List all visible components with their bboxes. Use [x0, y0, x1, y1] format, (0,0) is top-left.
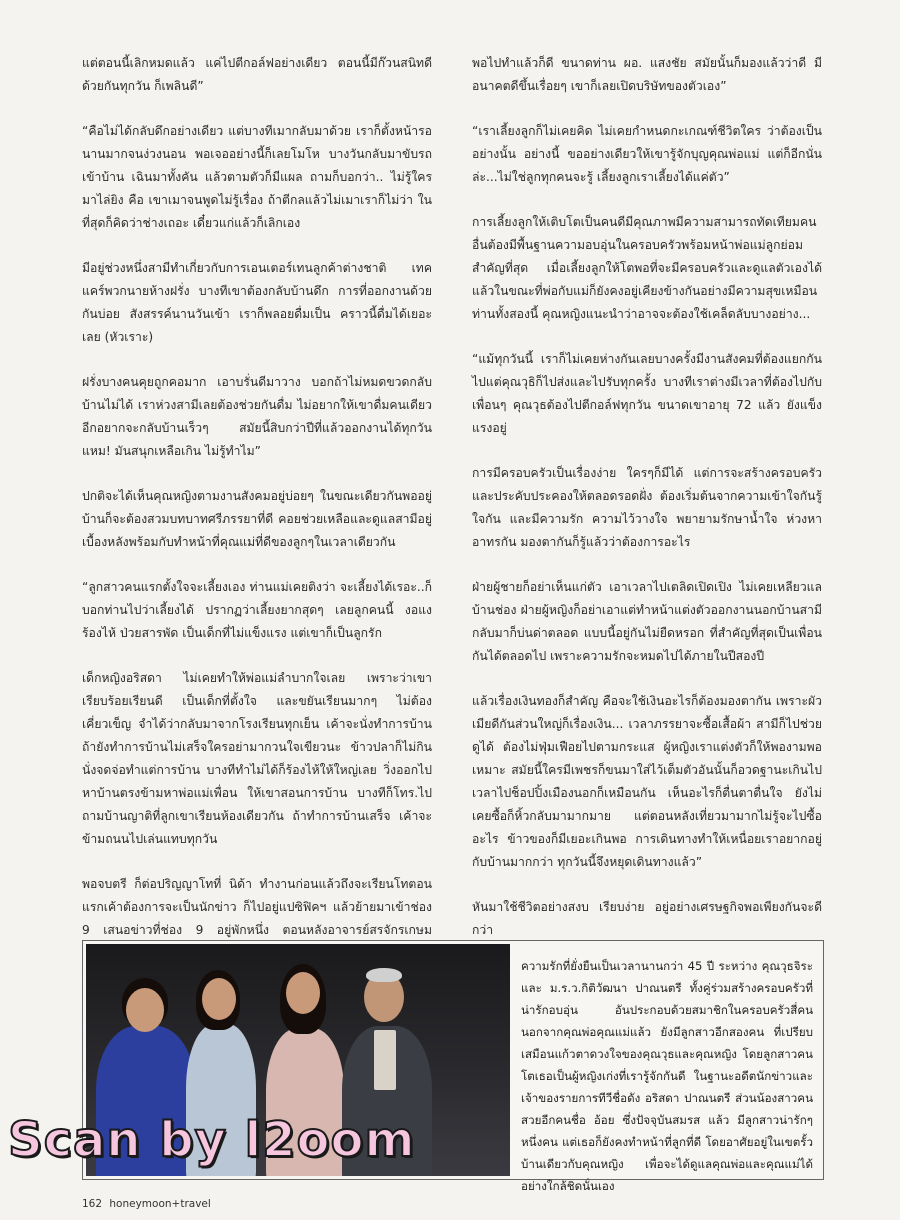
magazine-name: honeymoon+travel — [109, 1198, 211, 1210]
paragraph: ปกติจะได้เห็นคุณหญิงตามงานสังคมอยู่บ่อยๆ ในขณะเดียวกันพออยู่บ้านก็จะต้องสวมบทบาทศรีภรรยาที่ดี คอยช่วยเหลือและดูแลสามีอยู่เบื้องหลังพร้อมกับทำหน้าที่คุณแม่ที่ดีของลูกๆในเวลาเดียวกัน — [82, 489, 432, 549]
left-column — [82, 52, 432, 987]
right-column — [472, 52, 822, 964]
paragraph: พอจบตรี ก็ต่อปริญญาโทที่ นิด้า ทำงานก่อนแล้วถึงจะเรียนโทตอนแรกเค้าต้องการจะเป็นนักข่าว ก็ไปอยู่แปซิฟิคฯ แล้วย้ายมาเข้าช่อง 9 เสนอข่าวที่ช่อง 9 อยู่พักหนึ่ง ตอนหลังอาจารย์สรจักรเกษม — [82, 877, 432, 937]
paragraph: หันมาใช้ชีวิตอย่างสงบ เรียบง่าย อยู่อย่างเศรษฐกิจพอเพียงกันจะดีกว่า — [472, 900, 822, 937]
scan-watermark: Scan by l2oom — [8, 1112, 416, 1168]
paragraph: การเลี้ยงลูกให้เติบโตเป็นคนดีมีคุณภาพมีความสามารถทัดเทียมคนอื่นต้องมีพื้นฐานความอบอุ่นในครอบครัวพร้อมหน้าพ่อแม่ลูกย่อมสำคัญที่สุด เมื่อเลี้ยงลูกให้โตพอที่จะมีครอบครัวและดูแลตัวเองได้แล้วในขณะที่พ่อกับแม่ก็ยังคงอยู่เคียงข้างกันอย่างมีความสุขเหมือนท่านทั้งสองนี้ คุณหญิงแนะนำว่าอาจจะต้องใช้เคล็ดลับบางอย่าง... — [472, 215, 822, 321]
page-footer — [82, 1198, 211, 1210]
paragraph: “เราเลี้ยงลูกก็ไม่เคยคิด ไม่เคยกำหนดกะเกณฑ์ชีวิตใคร ว่าต้องเป็นอย่างนั้น อย่างนี้ ขออย่างเดียวให้เขารู้จักบุญคุณพ่อแม่ แต่ก็อีกนั่นล่ะ...ไม่ใช่ลูกทุกคนจะรู้ เลี้ยงลูกเราเลี้ยงได้แค่ตัว” — [472, 124, 822, 184]
paragraph: แต่ตอนนี้เลิกหมดแล้ว แค่ไปตีกอล์ฟอย่างเดียว ตอนนี้มีก๊วนสนิทดีด้วยกันทุกวัน ก็เพลินดี” — [82, 56, 432, 93]
person-hair — [366, 968, 402, 982]
paragraph: แล้วเรื่องเงินทองก็สำคัญ คือจะใช้เงินอะไรก็ต้องมองตากัน เพราะผัวเมียดีกันส่วนใหญ่ก็เรื่องเงิน... เวลาภรรยาจะซื้อเสื้อผ้า สามีก็ไปช่วยดูได้ ต้องไม่ฟุ่มเฟือยไปตามกระแส ผู้หญิงเราแต่งตัวก็ให้พองามพอเหมาะ สมัยนี้ใครมีเพชรก็ขนมาใส่ไว้เต็มตัวอันนั้นก็อวดฐานะเกินไป เวลาไปช็อปปิ้งเมืองนอกก็เหมือนกัน เห็นอะไรก็ตื่นตาตื่นใจ ยังไม่เคยซื้อก็หิ้วกลับมามากมาย แต่ตอนหลังเที่ยวมามากไม่รู้จะไปซื้ออะไร ข้าวของก็มีเยอะเกินพอ การเดินทางทำให้เหนื่อยเราอยากอยู่กับบ้านมากกว่า ทุกวันนี้จึงหยุดเดินทางแล้ว” — [472, 694, 822, 869]
paragraph: “แม้ทุกวันนี้ เราก็ไม่เคยห่างกันเลยบางครั้งมีงานสังคมที่ต้องแยกกันไปแต่คุณวุธิก็ไปส่งและไปรับทุกครั้ง บางทีเราต่างมีเวลาที่ต้องไปกับเพื่อนๆ คุณวุธต้องไปตีกอล์ฟทุกวัน ขนาดเขาอายุ 72 แล้ว ยังแข็งแรงอยู่ — [472, 352, 822, 435]
person-head — [202, 978, 236, 1020]
paragraph: เด็กหญิงอริสดา ไม่เคยทำให้พ่อแม่ลำบากใจเลย เพราะว่าเขาเรียบร้อยเรียนดี เป็นเด็กที่ตั้งใจ และขยันเรียนมากๆ ไม่ต้องเคี่ยวเข็ญ จำได้ว่ากลับมาจากโรงเรียนทุกเย็น เค้าจะนั่งทำการบ้าน ถ้ายังทำการบ้านไม่เสร็จใครอย่ามากวนใจเขียวนะ ข้าวปลาก็ไม่กิน นั่งจดจ่อทำแต่การบ้าน บางทีทำไม่ได้ก็ร้องไห้ให้ใหญ่เลย วิ่งออกไปหาบ้านตรงข้ามหาพ่อแม่เพื่อน ให้เขาสอนการบ้าน บางทีก็โทร.ไปถามบ้านญาติที่ลูกเขาเรียนห้องเดียวกัน ถ้าทำการบ้านเสร็จ เค้าจะข้ามถนนไปเล่นแทบทุกวัน — [82, 671, 432, 846]
person-head — [126, 988, 164, 1032]
paragraph: มีอยู่ช่วงหนึ่งสามีทำเกี่ยวกับการเอนเตอร์เทนลูกค้าต่างชาติ เทคแคร์พวกนายห้างฝรั่ง บางทีเขาต้องกลับบ้านดึก การที่ออกงานด้วยกันบ่อย สังสรรค์นานวันเข้า เราก็พลอยดื่มเป็น คราวนี้ดื่มได้เยอะเลย (หัวเราะ) — [82, 261, 432, 344]
paragraph: พอไปทำแล้วก็ดี ขนาดท่าน ผอ. แสงชัย สมัยนั้นก็มองแล้วว่าดี มีอนาคตดีขึ้นเรื่อยๆ เขาก็เลยเปิดบริษัทของตัวเอง” — [472, 56, 822, 93]
paragraph: “ลูกสาวคนแรกตั้งใจจะเลี้ยงเอง ท่านแม่เคยติงว่า จะเลี้ยงได้เรอะ..ก็บอกท่านไปว่าเลี้ยงได้ ปรากฏว่าเลี้ยงยากสุดๆ เลยลูกคนนี้ งอแงร้องไห้ ป่วยสารพัด เป็นเด็กที่ไม่แข็งแรง แต่เขาก็เป็นลูกรัก — [82, 580, 432, 640]
photo-caption: ความรักที่ยั่งยืนเป็นเวลานานกว่า 45 ปี ระหว่าง คุณวุธจิระ และ ม.ร.ว.กิติวัฒนา ปาณนตรี ทั้งคู่ร่วมสร้างครอบครัวที่น่ารักอบอุ่น อันประกอบด้วยสมาชิกในครอบครัวสี่คน นอกจากคุณพ่อคุณแม่แล้ว ยังมีลูกสาวอีกสองคน ที่เปรียบเสมือนแก้วตาดวงใจของคุณวุธและคุณหญิง โดยลูกสาวคนโตเธอเป็นผู้หญิงเก่งที่เรารู้จักกันดี ในฐานะอดีตนักข่าวและเจ้าของรายการทีวีชื่อดัง อริสดา ปาณนตรี ส่วนน้องสาวคนสวยอีกคนชื่อ อ้อย ซึ่งปัจจุบันสมรส แล้ว มีลูกสาวน่ารักๆ หนึ่งคน แต่เธอก็ยังคงทำหน้าที่ลูกที่ดี โดยอาศัยอยู่ในเขตรั้วบ้านเดียวกับคุณหญิง เพื่อจะได้ดูแลคุณพ่อและคุณแม่ได้อย่างใกล้ชิดนั่นเอง — [521, 959, 813, 1193]
page-number: 162 — [82, 1198, 103, 1210]
paragraph: การมีครอบครัวเป็นเรื่องง่าย ใครๆก็มีได้ แต่การจะสร้างครอบครัวและประคับประคองให้ตลอดรอดฝั่ง ต้องเริ่มต้นจากความเข้าใจกันรู้ใจกัน และมีความรัก ความไว้วางใจ พยายามรักษาน้ำใจ ห่วงหาอาทรกัน มองตากันก็รู้แล้วว่าต้องการอะไร — [472, 466, 822, 549]
person-head — [286, 972, 320, 1014]
shirt — [374, 1030, 396, 1090]
paragraph: ฝ่ายผู้ชายก็อย่าเห็นแก่ตัว เอาเวลาไปเตลิดเปิดเปิง ไม่เคยเหลียวแลบ้านช่อง ฝ่ายผู้หญิงก็อย่าเอาแต่ทำหน้าแต่งตัวออกงานนอกบ้านสามีกลับมาก็บ่นด่าตลอด แบบนี้อยู่กันไม่ยืดหรอก ที่สำคัญที่สุดเป็นเพื่อนกันได้ตลอดไป เพราะความรักจะหมดไปได้ภายในปีสองปี — [472, 580, 822, 663]
paragraph: ฝรั่งบางคนคุยถูกคอมาก เอาบรั่นดีมาวาง บอกถ้าไม่หมดขวดกลับบ้านไม่ได้ เราห่วงสามีเลยต้องช่วยกันดื่ม ไม่อยากให้เขาดื่มคนเดียวอีกอยากจะกลับบ้านเร็วๆ สมัยนี้สิบกว่าปีที่แล้วออกงานได้ทุกวัน แหม! มันสนุกเหลือเกิน ไม่รู้ทำไม” — [82, 375, 432, 458]
paragraph: “คือไม่ได้กลับดึกอย่างเดียว แต่บางทีเมากลับมาด้วย เราก็ตั้งหน้ารอนานมากจนง่วงนอน พอเจออย่างนี้ก็เลยโมโห บางวันกลับมาขับรถเข้าบ้าน เฉินมาทั้งคัน แล้วตามตัวก็มีแผล ถามก็บอกว่า.. ไม่รู้ใครมาไล่ยิง คือ เขาเมาจนพูดไม่รู้เรื่อง ถ้าตีกลแล้วไม่เมาเราก็ไม่ว่า ในที่สุดก็คิดว่าช่างเถอะ เดี๋ยวแก่แล้วก็เลิกเอง — [82, 124, 432, 230]
